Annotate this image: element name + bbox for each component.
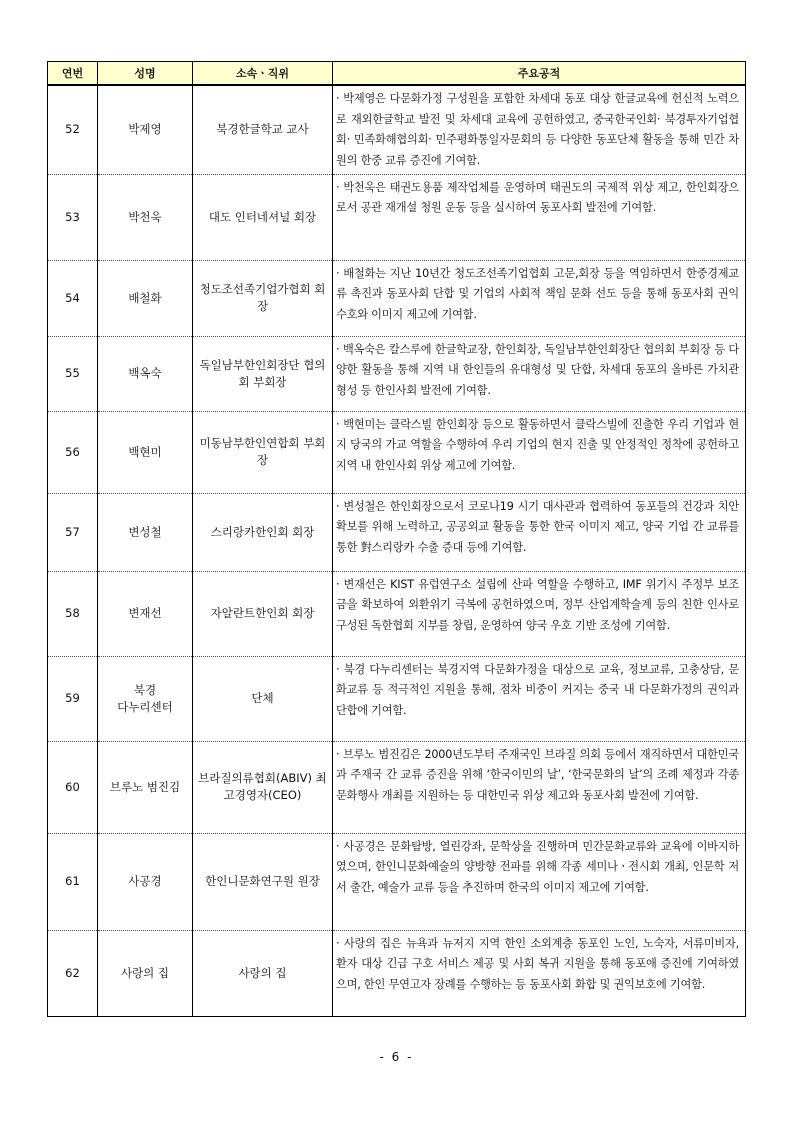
header-no: 연번 — [48, 62, 98, 86]
row-name: 브루노 범진김 — [98, 741, 193, 833]
table-row — [48, 411, 746, 493]
row-affiliation: 한인니문화연구원 원장 — [193, 833, 333, 930]
row-name: 백옥숙 — [98, 336, 193, 411]
table-row — [48, 833, 746, 930]
row-affiliation: 자알란트한인회 회장 — [193, 571, 333, 656]
row-achievements: · 사랑의 집은 뉴욕과 뉴저지 지역 한인 소외계층 동포인 노인, 노숙자, 서류미비자, 환자 대상 긴급 구호 서비스 제공 및 사회 복귀 지원을 통해 동포애 증진에 기여하였으며, 한인 무연고자 장례를 수행하는 등 동포사회 화합 및 권익보호에 기여함. — [333, 930, 746, 1016]
row-affiliation: 브라질의류협회(ABIV) 최고경영자(CEO) — [193, 741, 333, 833]
header-name: 성명 — [98, 62, 193, 86]
table-row — [48, 930, 746, 1016]
table-row — [48, 656, 746, 741]
row-no: 62 — [48, 930, 98, 1016]
table-row — [48, 260, 746, 336]
row-name: 배철화 — [98, 260, 193, 336]
row-achievements: · 사공경은 문화탐방, 열린강좌, 문학상을 진행하며 민간문화교류와 교육에 이바지하였으며, 한인니문화예술의 양방향 전파를 위해 각종 세미나ㆍ전시회 개최, 인문학 저서 출간, 예술가 교류 등을 추진하며 한국의 이미지 제고에 기여함. — [333, 833, 746, 930]
row-achievements: · 백현미는 클락스빌 한인회장 등으로 활동하면서 클락스빌에 진출한 우리 기업과 현지 당국의 가교 역할을 수행하여 우리 기업의 현지 진출 및 안정적인 정착에 공헌하고 지역 내 한인사회 위상 제고에 기여함. — [333, 411, 746, 493]
row-no: 52 — [48, 85, 98, 174]
row-achievements: · 배철화는 지난 10년간 청도조선족기업협회 고문,회장 등을 역임하면서 한중경제교류 촉진과 동포사회 단합 및 기업의 사회적 책임 문화 선도 등을 통해 동포사회 권익 수호와 이미지 제고에 기여함. — [333, 260, 746, 336]
header-affiliation: 소속ㆍ직위 — [193, 62, 333, 86]
row-no: 53 — [48, 174, 98, 260]
row-name: 박천욱 — [98, 174, 193, 260]
row-name: 박제영 — [98, 85, 193, 174]
row-achievements: · 변성철은 한인회장으로서 코로나19 시기 대사관과 협력하여 동포들의 건강과 치안 확보를 위해 노력하고, 공공외교 활동을 통한 한국 이미지 제고, 양국 기업 간 교류를 통한 對스리랑카 수출 증대 등에 기여함. — [333, 493, 746, 571]
row-affiliation: 사랑의 집 — [193, 930, 333, 1016]
row-name: 백현미 — [98, 411, 193, 493]
row-achievements: · 박제영은 다문화가정 구성원을 포함한 차세대 동포 대상 한글교육에 헌신적 노력으로 재외한글학교 발전 및 차세대 교육에 공헌하였고, 중국한국인회· 북경투자기업협회· 민족화해협의회· 민주평화통일자문회의 등 다양한 동포단체 활동을 통해 민간 차원의 한중 교류 증진에 기여함. — [333, 85, 746, 174]
row-name: 변재선 — [98, 571, 193, 656]
row-no: 57 — [48, 493, 98, 571]
row-affiliation: 단체 — [193, 656, 333, 741]
table-row — [48, 493, 746, 571]
row-name: 사공경 — [98, 833, 193, 930]
row-no: 58 — [48, 571, 98, 656]
row-affiliation: 대도 인터네셔널 회장 — [193, 174, 333, 260]
table-row — [48, 85, 746, 174]
row-no: 60 — [48, 741, 98, 833]
awards-table — [47, 61, 746, 1017]
page-number: - 6 - — [379, 1050, 414, 1064]
row-no: 61 — [48, 833, 98, 930]
row-achievements: · 백옥숙은 칼스루에 한글학교장, 한인회장, 독일남부한인회장단 협의회 부회장 등 다양한 활동을 통해 지역 내 한인들의 유대형성 및 단합, 차세대 동포의 올바른 가치관 형성 등 한인사회 발전에 기여함. — [333, 336, 746, 411]
table-row — [48, 741, 746, 833]
row-achievements: · 북경 다누리센터는 북경지역 다문화가정을 대상으로 교육, 정보교류, 고충상담, 문화교류 등 적극적인 지원을 통해, 점차 비중이 커지는 중국 내 다문화가정의 권익과 단합에 기여함. — [333, 656, 746, 741]
row-affiliation: 독일남부한인회장단 협의회 부회장 — [193, 336, 333, 411]
row-no: 56 — [48, 411, 98, 493]
row-affiliation: 미동남부한인연합회 부회장 — [193, 411, 333, 493]
row-achievements: · 변재선은 KIST 유럽연구소 설립에 산파 역할을 수행하고, IMF 위기시 주정부 보조금을 확보하여 외환위기 극복에 공헌하였으며, 정부 산업계학술계 등의 친한 인사로 구성된 독한협회 지부를 창립, 운영하여 양국 우호 기반 조성에 기여함. — [333, 571, 746, 656]
row-name: 북경 다누리센터 — [98, 656, 193, 741]
row-no: 54 — [48, 260, 98, 336]
table-row — [48, 174, 746, 260]
row-affiliation: 청도조선족기업가협회 회장 — [193, 260, 333, 336]
header-achievements: 주요공적 — [333, 62, 746, 86]
row-achievements: · 박천욱은 태권도용품 제작업체를 운영하며 태권도의 국제적 위상 제고, 한인회장으로서 공관 재개설 청원 운동 등을 실시하여 동포사회 발전에 기여함. — [333, 174, 746, 260]
row-no: 55 — [48, 336, 98, 411]
table-header-row — [48, 62, 746, 86]
row-name: 변성철 — [98, 493, 193, 571]
row-achievements: · 브루노 범진김은 2000년도부터 주재국인 브라질 의회 등에서 재직하면서 대한민국과 주재국 간 교류 증진을 위해 ‘한국이민의 날’, ‘한국문화의 날’의 조례 제정과 각종 문화행사 개최를 지원하는 등 대한민국 위상 제고와 동포사회 발전에 기여함. — [333, 741, 746, 833]
table-row — [48, 336, 746, 411]
row-name: 사랑의 집 — [98, 930, 193, 1016]
table-row — [48, 571, 746, 656]
row-no: 59 — [48, 656, 98, 741]
row-affiliation: 북경한글학교 교사 — [193, 85, 333, 174]
row-affiliation: 스리랑카한인회 회장 — [193, 493, 333, 571]
